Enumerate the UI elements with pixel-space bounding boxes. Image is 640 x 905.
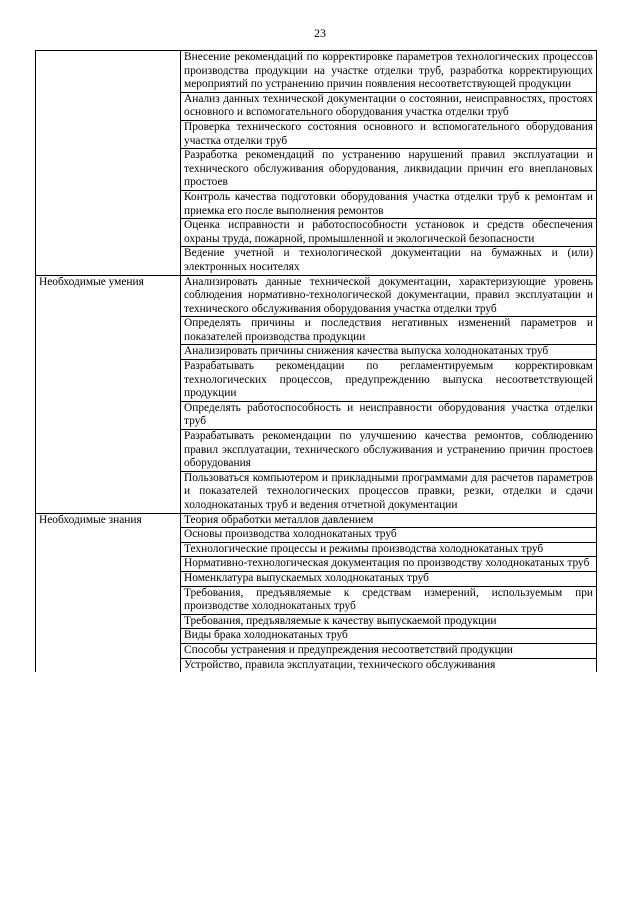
section-item-cell bbox=[181, 190, 597, 218]
section-item-cell bbox=[181, 275, 597, 317]
table-body bbox=[36, 51, 597, 672]
section-item-cell bbox=[181, 629, 597, 644]
section-item-cell bbox=[181, 571, 597, 586]
section-item-text: Проверка технического состояния основного и вспомогательного оборудования участка отделки труб bbox=[184, 120, 593, 147]
section-item-cell bbox=[181, 643, 597, 658]
section-item-cell bbox=[181, 120, 597, 148]
section-item-cell bbox=[181, 219, 597, 247]
section-label-activities bbox=[36, 51, 181, 276]
section-item-text: Требования, предъявляемые к средствам измерений, используемым при производстве холоднокатаных труб bbox=[184, 586, 593, 613]
section-item-text: Номенклатура выпускаемых холоднокатаных труб bbox=[184, 571, 429, 584]
section-item-cell bbox=[181, 51, 597, 93]
section-item-text: Оценка исправности и работоспособности установок и средств обеспечения охраны труда, пожарной, промышленной и экологической безопасности bbox=[184, 219, 593, 245]
section-label-skills: Необходимые умения bbox=[36, 275, 181, 513]
section-item-cell bbox=[181, 542, 597, 557]
section-item-text: Разработка рекомендаций по устранению нарушений правил эксплуатации и технического обслуживания оборудования, ликвидации причин его внеплановых простоев bbox=[184, 149, 593, 189]
section-item-text: Требования, предъявляемые к качеству выпускаемой продукции bbox=[184, 614, 497, 627]
qualification-table bbox=[35, 50, 597, 672]
table-row bbox=[36, 51, 597, 93]
section-item-cell bbox=[181, 430, 597, 472]
section-item-text: Внесение рекомендаций по корректировке параметров технологических процессов производства продукции на участке отделки труб, разработка корректирующих мероприятий по устранению причин появления несоответствующей продукции bbox=[184, 51, 593, 91]
section-item-cell bbox=[181, 586, 597, 614]
section-item-text: Нормативно-технологическая документация по производству холоднокатаных труб bbox=[184, 557, 590, 570]
section-item-text: Определять работоспособность и неисправности оборудования участка отделки труб bbox=[184, 401, 593, 428]
section-item-text: Виды брака холоднокатаных труб bbox=[184, 629, 348, 642]
section-item-cell bbox=[181, 557, 597, 572]
section-item-text: Способы устранения и предупреждения несоответствий продукции bbox=[184, 643, 513, 656]
section-item-text: Пользоваться компьютером и прикладными программами для расчетов параметров и показателей технологических процессов правки, резки, отделки и сдачи холоднокатаных труб и ведения отчетной документации bbox=[184, 471, 593, 511]
section-item-text: Разрабатывать рекомендации по улучшению качества ремонтов, соблюдению правил эксплуатации, технического обслуживания и устранению причин простоев оборудования bbox=[184, 430, 593, 470]
section-item-cell bbox=[181, 401, 597, 429]
section-item-cell bbox=[181, 528, 597, 543]
section-item-cell bbox=[181, 360, 597, 402]
section-item-text: Ведение учетной и технологической документации на бумажных и (или) электронных носителях bbox=[184, 247, 593, 273]
section-item-text: Основы производства холоднокатаных труб bbox=[184, 528, 397, 541]
section-item-text: Анализировать данные технической документации, характеризующие уровень соблюдения нормативно-технологической документации, правил эксплуатации и технического обслуживания оборудования участка отделки труб bbox=[184, 275, 593, 315]
section-item-cell bbox=[181, 471, 597, 513]
section-item-text: Теория обработки металлов давлением bbox=[184, 513, 374, 526]
table-row bbox=[36, 513, 597, 528]
section-item-cell bbox=[181, 317, 597, 345]
section-item-cell bbox=[181, 345, 597, 360]
section-item-text: Анализ данных технической документации о состоянии, неисправностях, простоях основного и вспомогательного оборудования участка отделки труб bbox=[184, 92, 593, 119]
page-number: 23 bbox=[314, 26, 326, 40]
section-item-text: Технологические процессы и режимы производства холоднокатаных труб bbox=[184, 542, 544, 555]
section-item-cell bbox=[181, 614, 597, 629]
section-item-cell bbox=[181, 149, 597, 191]
section-label-knowledge: Необходимые знания bbox=[36, 513, 181, 671]
section-item-text: Определять причины и последствия негативных изменений параметров и показателей производства продукции bbox=[184, 317, 593, 343]
section-item-cell bbox=[181, 658, 597, 672]
section-item-cell bbox=[181, 92, 597, 120]
section-item-text: Анализировать причины снижения качества выпуска холоднокатаных труб bbox=[184, 345, 549, 358]
section-item-text: Контроль качества подготовки оборудования участка отделки труб к ремонтам и приемка его после выполнения ремонтов bbox=[184, 190, 593, 217]
section-item-cell bbox=[181, 247, 597, 275]
section-item-text: Устройство, правила эксплуатации, технического обслуживания bbox=[184, 658, 496, 671]
section-item-cell bbox=[181, 513, 597, 528]
table-row bbox=[36, 275, 597, 317]
section-item-text: Разрабатывать рекомендации по регламентируемым корректировкам технологических процессов, предупреждению выпуска несоответствующей продукции bbox=[184, 360, 593, 400]
